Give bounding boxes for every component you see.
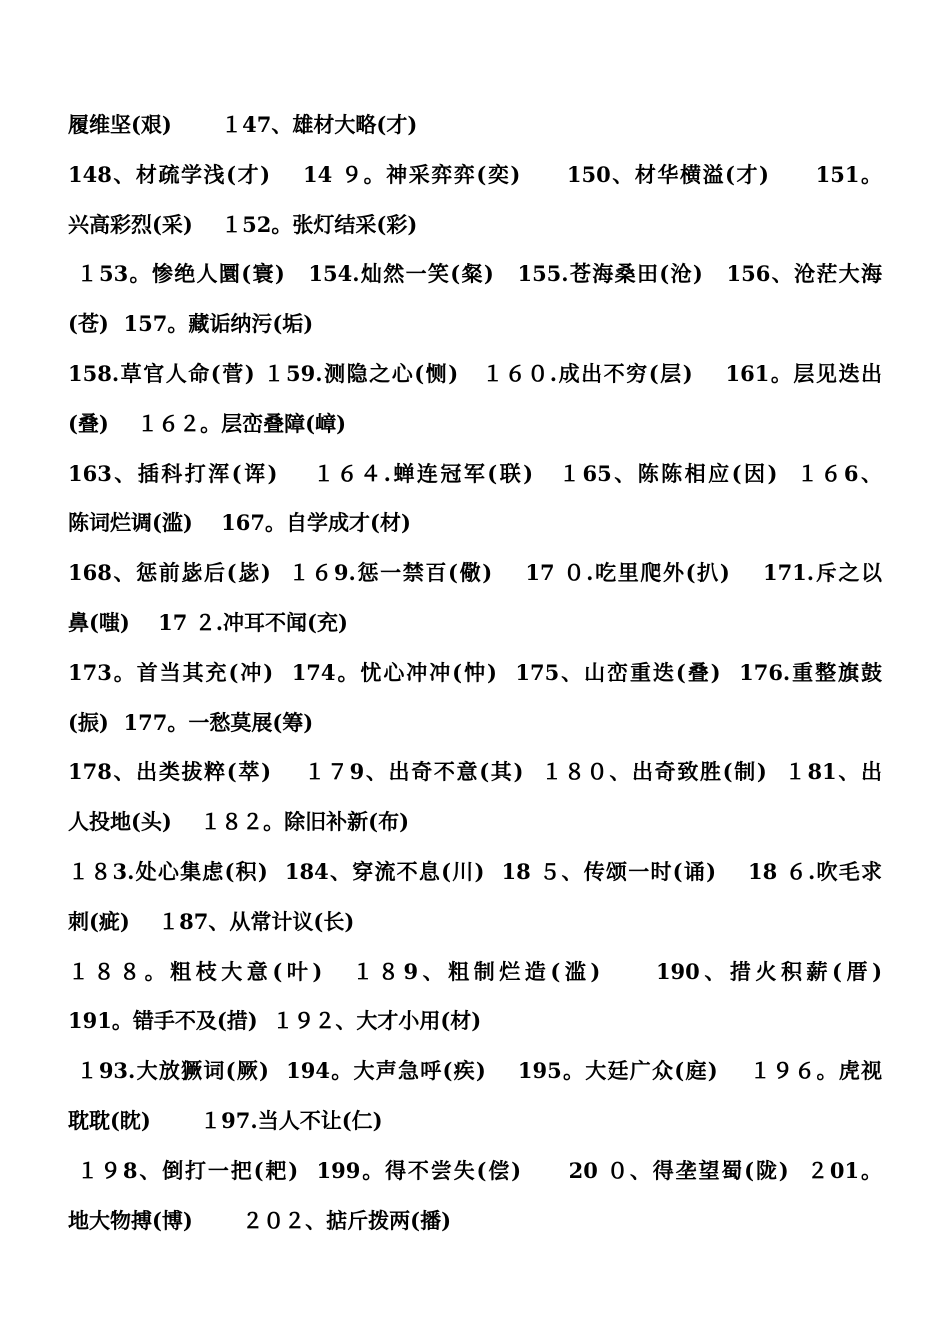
text-line: (叠) １６２。层峦叠障(嶂) <box>68 410 347 436</box>
text-line: １９8、倒打一把(耙) 199。得不尝失(偿) 20 ０、得垄望蜀(陇) ２01。 <box>68 1157 882 1183</box>
text-line: １53。惨绝人圜(寰) 154.灿然一笑(粲) 155.苍海桑田(沧) 156、沧茫大海 <box>68 261 882 287</box>
text-line: 人投地(头) １８２。除旧补新(布) <box>68 809 410 835</box>
text-line: 刺(疵) １87、从常计议(长) <box>68 908 355 934</box>
text-line: 173。首当其充(冲) 174。忧心冲冲(忡) 175、山峦重迭(叠) 176.重整旗鼓 <box>68 659 882 685</box>
text-line: 163、插科打浑(诨) １６４.蝉连冠军(联) １65、陈陈相应(因) １６6、 <box>68 460 882 486</box>
text-line: 耽耽(眈) １97.当人不让(仁) <box>68 1107 383 1133</box>
document-page <box>68 100 882 1245</box>
text-line: 履维坚(艰) １47、雄材大略(才) <box>68 112 418 137</box>
text-line: １８3.处心集虑(积) 184、穿流不息(川) 18 ５、传颂一时(诵) 18 ６.吹毛求 <box>68 858 882 884</box>
text-line: １93.大放獗词(厥) 194。大声急呼(疾) 195。大廷广众(庭) １９６。虎视 <box>68 1058 882 1084</box>
text-line: (振) 177。一愁莫展(筹) <box>68 709 314 735</box>
text-line: 148、材疏学浅(才) 14 ９。神采弈弈(奕) 150、材华横溢(才) 151。 <box>68 161 882 187</box>
text-line: 兴高彩烈(采) １52。张灯结采(彩) <box>68 211 418 237</box>
text-line: 陈词烂调(滥) 167。自学成才(材) <box>68 510 411 536</box>
text-line: １８８。粗枝大意(叶) １８9、粗制烂造(滥) 190、措火积薪(厝) <box>68 958 882 984</box>
text-line: (苍) 157。藏诟纳污(垢) <box>68 311 314 337</box>
text-line: 地大物搏(博) ２０２、掂斤拨两(播) <box>68 1207 452 1233</box>
text-line: 158.草官人命(菅) １59.测隐之心(恻) １６０.成出不穷(层) 161。层见迭出 <box>68 360 882 386</box>
text-line: 191。错手不及(措) １９２、大才小用(材) <box>68 1008 482 1034</box>
text-line: 178、出类拔粹(萃) １７9、出奇不意(其) １８０、出奇致胜(制) １81、出 <box>68 759 882 785</box>
text-line: 鼻(嗤) 17 ２.冲耳不闻(充) <box>68 609 348 635</box>
text-line: 168、惩前毖后(毖) １６9.惩一禁百(儆) 17 ０.吃里爬外(扒) 171.斥之以 <box>68 560 882 586</box>
